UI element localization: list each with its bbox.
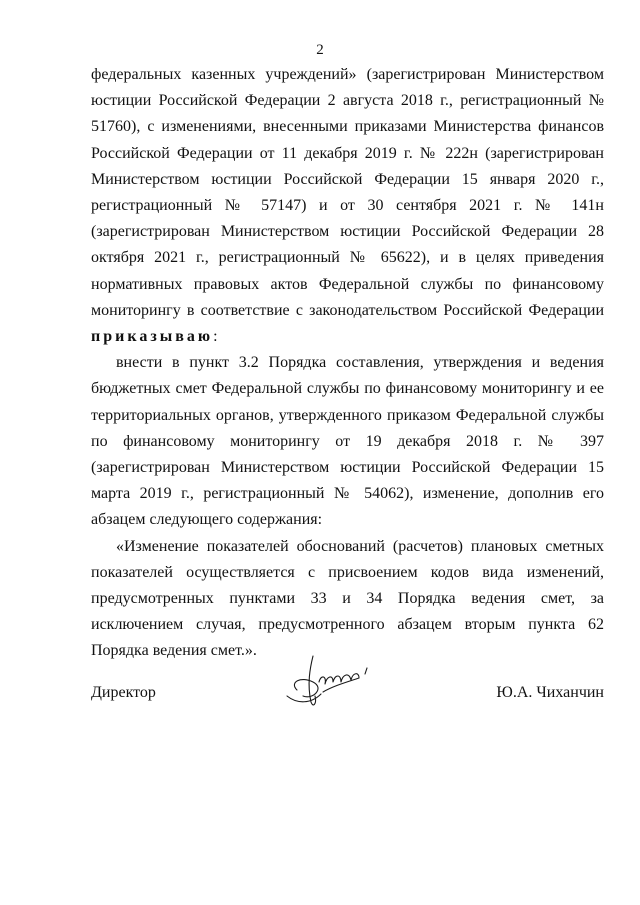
preamble-text: федеральных казенных учреждений» (зарегистрирован Министерством юстиции Российской Федерации 2 августа 2018 г., регистрационный № 51760), с изменениями, внесенными приказами Министерства финансов Российской Федерации от 11 декабря 2019 г. № 222н (зарегистрирован Министерством юстиции Российской Федерации 15 января 2020 г., регистрационный № 57147) и от 30 сентября 2021 г. № 141н (зарегистрирован Министерством юстиции Российской Федерации 28 октября 2021 г., регистрационный № 65622), и в целях приведения нормативных правовых актов Федеральной службы по финансовому мониторингу в соответствие с законодательством Российской Федерации xyxy=(91,66,604,319)
paragraph-amendment: внести в пункт 3.2 Порядка составления, утверждения и ведения бюджетных смет Федеральной службы по финансовому мониторингу и ее территориальных органов, утвержденного приказом Федеральной службы по финансовому мониторингу от 19 декабря 2018 г. № 397 (зарегистрирован Министерством юстиции Российской Федерации 15 марта 2019 г., регистрационный № 54062), изменение, дополнив его абзацем следующего содержания: xyxy=(91,354,604,529)
signature-block xyxy=(91,684,604,704)
order-colon: : xyxy=(213,328,218,346)
signer-name: Ю.А. Чиханчин xyxy=(496,684,604,701)
paragraph-quoted-addition: «Изменение показателей обоснований (расчетов) плановых сметных показателей осуществляется с присвоением кодов вида изменений, предусмотренных пунктами 33 и 34 Порядка ведения смет, за исключением случая, предусмотренного абзацем вторым пункта 62 Порядка ведения смет.». xyxy=(91,537,604,660)
page-number: 2 xyxy=(316,42,324,58)
paragraph-preamble xyxy=(91,62,604,350)
signer-position: Директор xyxy=(91,684,156,701)
document-body xyxy=(91,62,604,665)
order-word: приказываю xyxy=(91,328,214,346)
